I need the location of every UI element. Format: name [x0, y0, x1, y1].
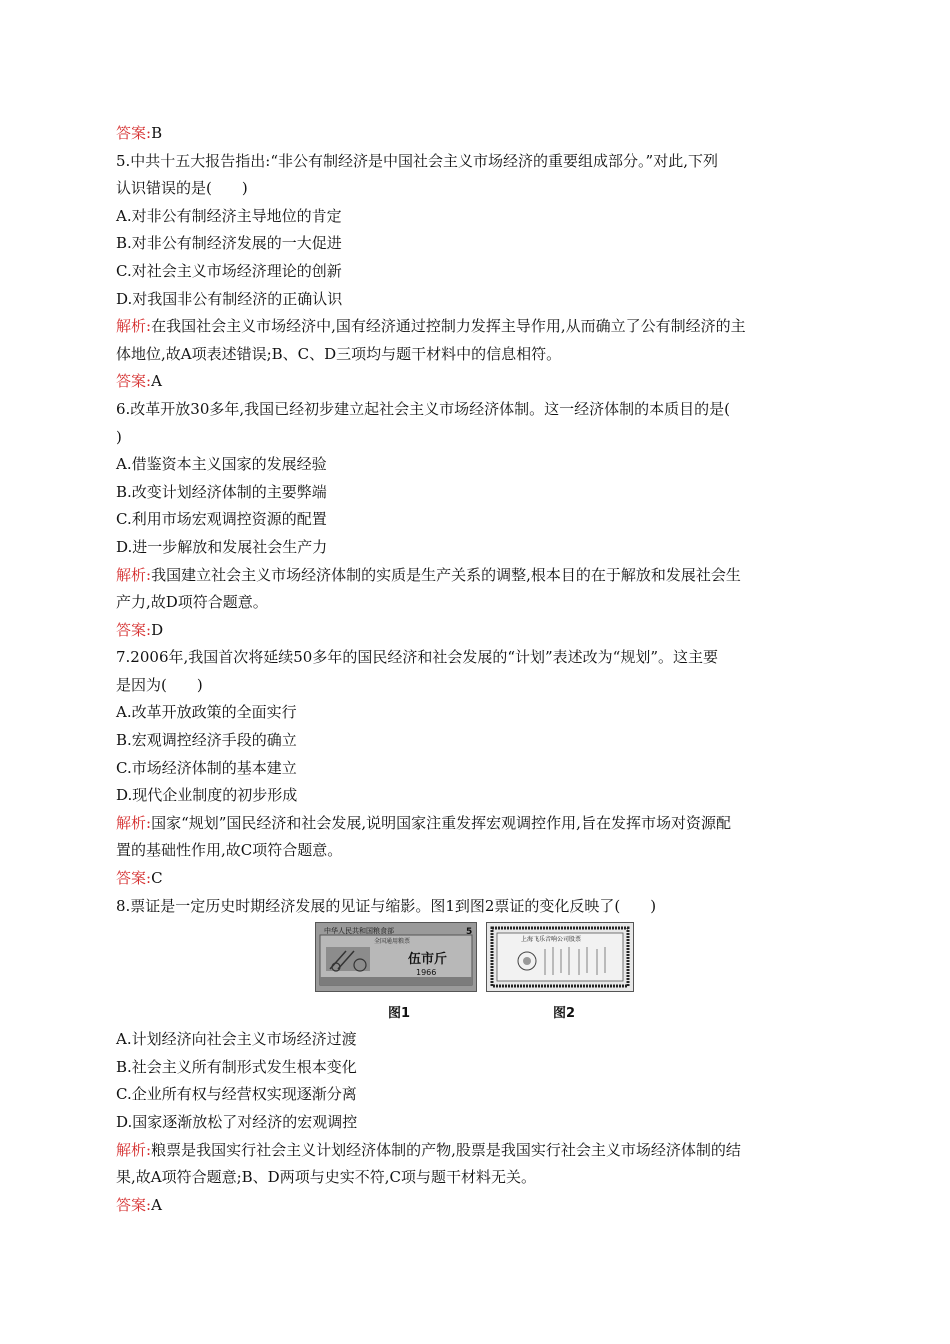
answer-value: A: [151, 372, 162, 391]
tractor-icon: [326, 947, 370, 971]
q6-option-a: A.借鉴资本主义国家的发展经验: [116, 455, 327, 474]
q8-option-b: B.社会主义所有制形式发生根本变化: [116, 1057, 357, 1076]
q8-option-c: C.企业所有权与经营权实现逐渐分离: [116, 1085, 357, 1104]
answer-value: C: [151, 869, 163, 888]
document-page: [116, 120, 836, 1219]
analysis-text: 粮票是我国实行社会主义计划经济体制的产物,股票是我国实行社会主义市场经济体制的结: [151, 1140, 741, 1159]
q8-option-a: A.计划经济向社会主义市场经济过渡: [116, 1030, 357, 1049]
answer-value: A: [151, 1195, 162, 1214]
answer-label: 答案:: [116, 1195, 152, 1214]
analysis-label: 解析:: [116, 565, 152, 584]
q8-analysis-line-2: 果,故A项符合题意;B、D两项与史实不符,C项与题干材料无关。: [116, 1168, 536, 1187]
stock-certificate-image: [487, 923, 633, 991]
analysis-label: 解析:: [116, 317, 152, 336]
q5-option-b: B.对非公有制经济发展的一大促进: [116, 234, 342, 253]
q6-stem-line-1: 6.改革开放30多年,我国已经初步建立起社会主义市场经济体制。这一经济体制的本质目的是(: [116, 399, 731, 418]
q4-answer: [116, 120, 836, 148]
q8-option-d: D.国家逐渐放松了对经济的宏观调控: [116, 1113, 358, 1131]
q5-analysis-line-1: [116, 313, 836, 341]
analysis-text: 国家“规划”国民经济和社会发展,说明国家注重发挥宏观调控作用,旨在发挥市场对资源配: [151, 813, 731, 832]
ticket-amount: 伍市斤: [408, 952, 448, 968]
answer-label: 答案:: [116, 620, 152, 639]
q5-stem-line-2: 认识错误的是( ): [116, 179, 248, 198]
q5-analysis-line-2: 体地位,故A项表述错误;B、C、D三项均与题干材料中的信息相符。: [116, 344, 562, 363]
q5-option-a: A.对非公有制经济主导地位的肯定: [116, 206, 342, 225]
q6-answer: [116, 617, 836, 645]
q8-figures: [116, 922, 836, 1026]
answer-label: 答案:: [116, 869, 152, 888]
q5-stem-line-1: 5.中共十五大报告指出:“非公有制经济是中国社会主义市场经济的重要组成部分。”对此,下列: [116, 151, 718, 170]
q7-option-b: B.宏观调控经济手段的确立: [116, 731, 297, 750]
ticket-number: 5: [466, 927, 473, 938]
certificate-header: 上海飞乐音响公司股票: [521, 936, 582, 944]
analysis-label: 解析:: [116, 1140, 152, 1159]
grain-ticket-image: [316, 923, 476, 991]
answer-label: 答案:: [116, 372, 152, 391]
q7-option-c: C.市场经济体制的基本建立: [116, 758, 297, 777]
q7-analysis-line-2: 置的基础性作用,故C项符合题意。: [116, 841, 343, 860]
analysis-text: 在我国社会主义市场经济中,国有经济通过控制力发挥主导作用,从而确立了公有制经济的主: [151, 317, 746, 336]
q8-analysis-line-1: [116, 1137, 836, 1165]
answer-value: D: [151, 620, 164, 639]
q7-stem-line-2: 是因为( ): [116, 675, 203, 694]
q7-option-d: D.现代企业制度的初步形成: [116, 786, 298, 805]
figure-1-grain-ticket: [315, 922, 477, 992]
figure-2-stock-certificate: [486, 922, 634, 992]
q6-option-c: C.利用市场宏观调控资源的配置: [116, 510, 327, 529]
q7-answer: [116, 865, 836, 893]
q8-stem-line-1: 8.票证是一定历史时期经济发展的见证与缩影。图1到图2票证的变化反映了( ): [116, 896, 657, 915]
ticket-year: 1966: [416, 968, 437, 978]
answer-label: 答案:: [116, 124, 152, 142]
q7-stem-line-1: 7.2006年,我国首次将延续50多年的国民经济和社会发展的“计划”表述改为“规划”。这主要: [116, 648, 719, 667]
figure-1-caption: 图1: [388, 1006, 411, 1022]
q8-answer: [116, 1192, 836, 1220]
figure-2-caption: 图2: [553, 1006, 576, 1022]
q5-option-d: D.对我国非公有制经济的正确认识: [116, 289, 343, 308]
q6-option-d: D.进一步解放和发展社会生产力: [116, 537, 328, 556]
q7-analysis-line-1: [116, 810, 836, 838]
ticket-header: 中华人民共和国粮食部: [324, 927, 394, 936]
analysis-label: 解析:: [116, 813, 152, 832]
q5-option-c: C.对社会主义市场经济理论的创新: [116, 261, 342, 280]
q6-analysis-line-2: 产力,故D项符合题意。: [116, 593, 268, 612]
answer-value: B: [151, 124, 163, 142]
q6-option-b: B.改变计划经济体制的主要弊端: [116, 482, 327, 501]
q5-answer: [116, 368, 836, 396]
ticket-subheader: 全国通用粮票: [374, 938, 411, 946]
analysis-text: 我国建立社会主义市场经济体制的实质是生产关系的调整,根本目的在于解放和发展社会生: [151, 565, 741, 584]
q6-analysis-line-1: [116, 562, 836, 590]
q6-stem-line-2: ): [116, 427, 122, 446]
q7-option-a: A.改革开放政策的全面实行: [116, 703, 297, 722]
